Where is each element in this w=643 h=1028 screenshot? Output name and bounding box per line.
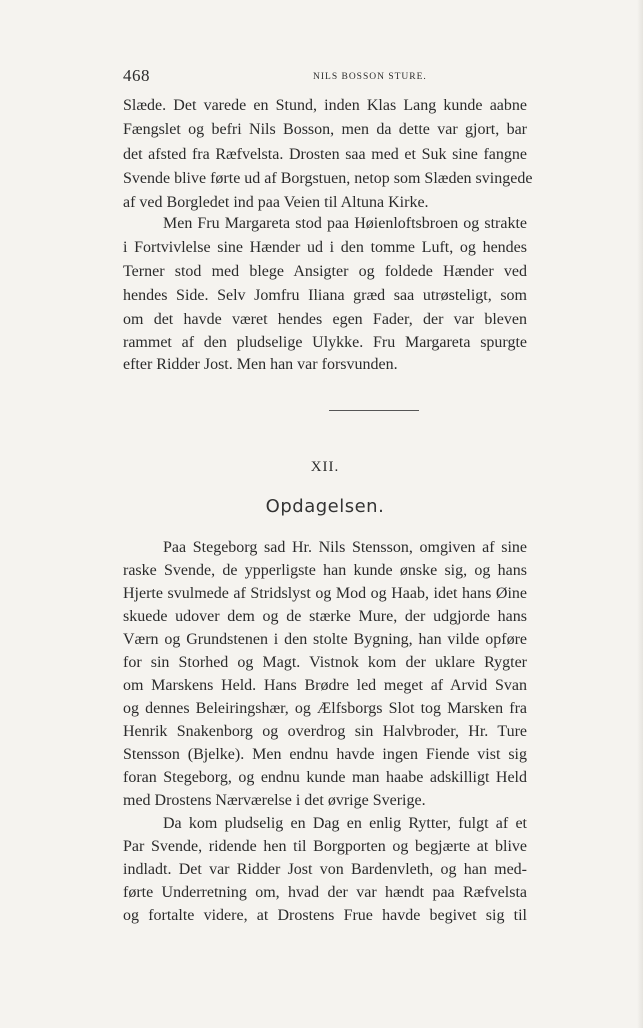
text-line: førte Underretning om, hvad der var hændt paa Ræfvelsta: [123, 884, 527, 901]
page-number: 468: [123, 66, 150, 85]
text-line: Henrik Snakenborg og overdrog sin Halvbroder, Hr. Ture: [123, 723, 527, 740]
page-header: [123, 66, 527, 92]
chapter-number: XII.: [310, 459, 340, 475]
text-line: om det havde været hendes egen Fader, der var bleven: [123, 311, 527, 328]
text-line: indladt. Det var Ridder Jost von Bardenvleth, og han med-: [123, 861, 527, 878]
text-line: Paa Stegeborg sad Hr. Nils Stensson, omgiven af sine: [163, 539, 527, 556]
text-line: for sin Storhed og Magt. Vistnok kom der uklare Rygter: [123, 654, 527, 671]
text-line: og dennes Beleiringshær, og Ælfsborgs Slot tog Marsken fra: [123, 700, 527, 717]
text-line: i Fortvivlelse sine Hænder ud i den tomme Luft, og hendes: [123, 239, 527, 256]
text-line: Par Svende, ridende hen til Borgporten og begjærte at blive: [123, 838, 527, 855]
text-line: Fængslet og befri Nils Bosson, men da dette var gjort, bar: [123, 121, 527, 138]
text-line: Terner stod med blege Ansigter og foldede Hænder ved: [123, 263, 527, 280]
text-line: og fortalte videre, at Drostens Frue havde begivet sig til: [123, 907, 527, 924]
page-edge-shadow: [637, 0, 643, 1028]
text-line: med Drostens Nærværelse i det øvrige Sverige.: [123, 792, 426, 809]
text-line: Da kom pludselig en Dag en enlig Rytter, fulgt af et: [163, 815, 527, 832]
text-line: raske Svende, de ypperligste han kunde ønske sig, og hans: [123, 562, 527, 579]
text-line: Værn og Grundstenen i den stolte Bygning, han vilde opføre: [123, 631, 527, 648]
text-line: af ved Borgledet ind paa Veien til Altuna Kirke.: [123, 194, 429, 211]
text-line: efter Ridder Jost. Men han var forsvunden.: [123, 356, 398, 373]
text-line: rammet af den pludselige Ulykke. Fru Margareta spurgte: [123, 334, 527, 351]
text-line: Men Fru Margareta stod paa Høienloftsbroen og strakte: [163, 215, 527, 232]
text-line: hendes Side. Selv Jomfru Iliana græd saa utrøsteligt, som: [123, 287, 527, 304]
text-line: Stensson (Bjelke). Men endnu havde ingen Fiende vist sig: [123, 746, 527, 763]
text-line: foran Stegeborg, og endnu kunde man haabe adskilligt Held: [123, 769, 527, 786]
text-line: det afsted fra Ræfvelsta. Drosten saa med et Suk sine fangne: [123, 146, 527, 163]
text-line: skuede udover dem og de stærke Mure, der udgjorde hans: [123, 608, 527, 625]
text-line: om Marskens Held. Hans Brødre led meget af Arvid Svan: [123, 677, 527, 694]
text-line: Svende blive førte ud af Borgstuen, netop som Slæden svingede: [123, 170, 533, 187]
running-head: NILS BOSSON STURE.: [313, 72, 427, 82]
section-divider: [329, 410, 419, 411]
text-line: Hjerte svulmede af Stridslyst og Mod og Haab, idet hans Øine: [123, 585, 527, 602]
text-line: Slæde. Det varede en Stund, inden Klas Lang kunde aabne: [123, 97, 527, 114]
chapter-title: Opdagelsen.: [265, 496, 385, 517]
